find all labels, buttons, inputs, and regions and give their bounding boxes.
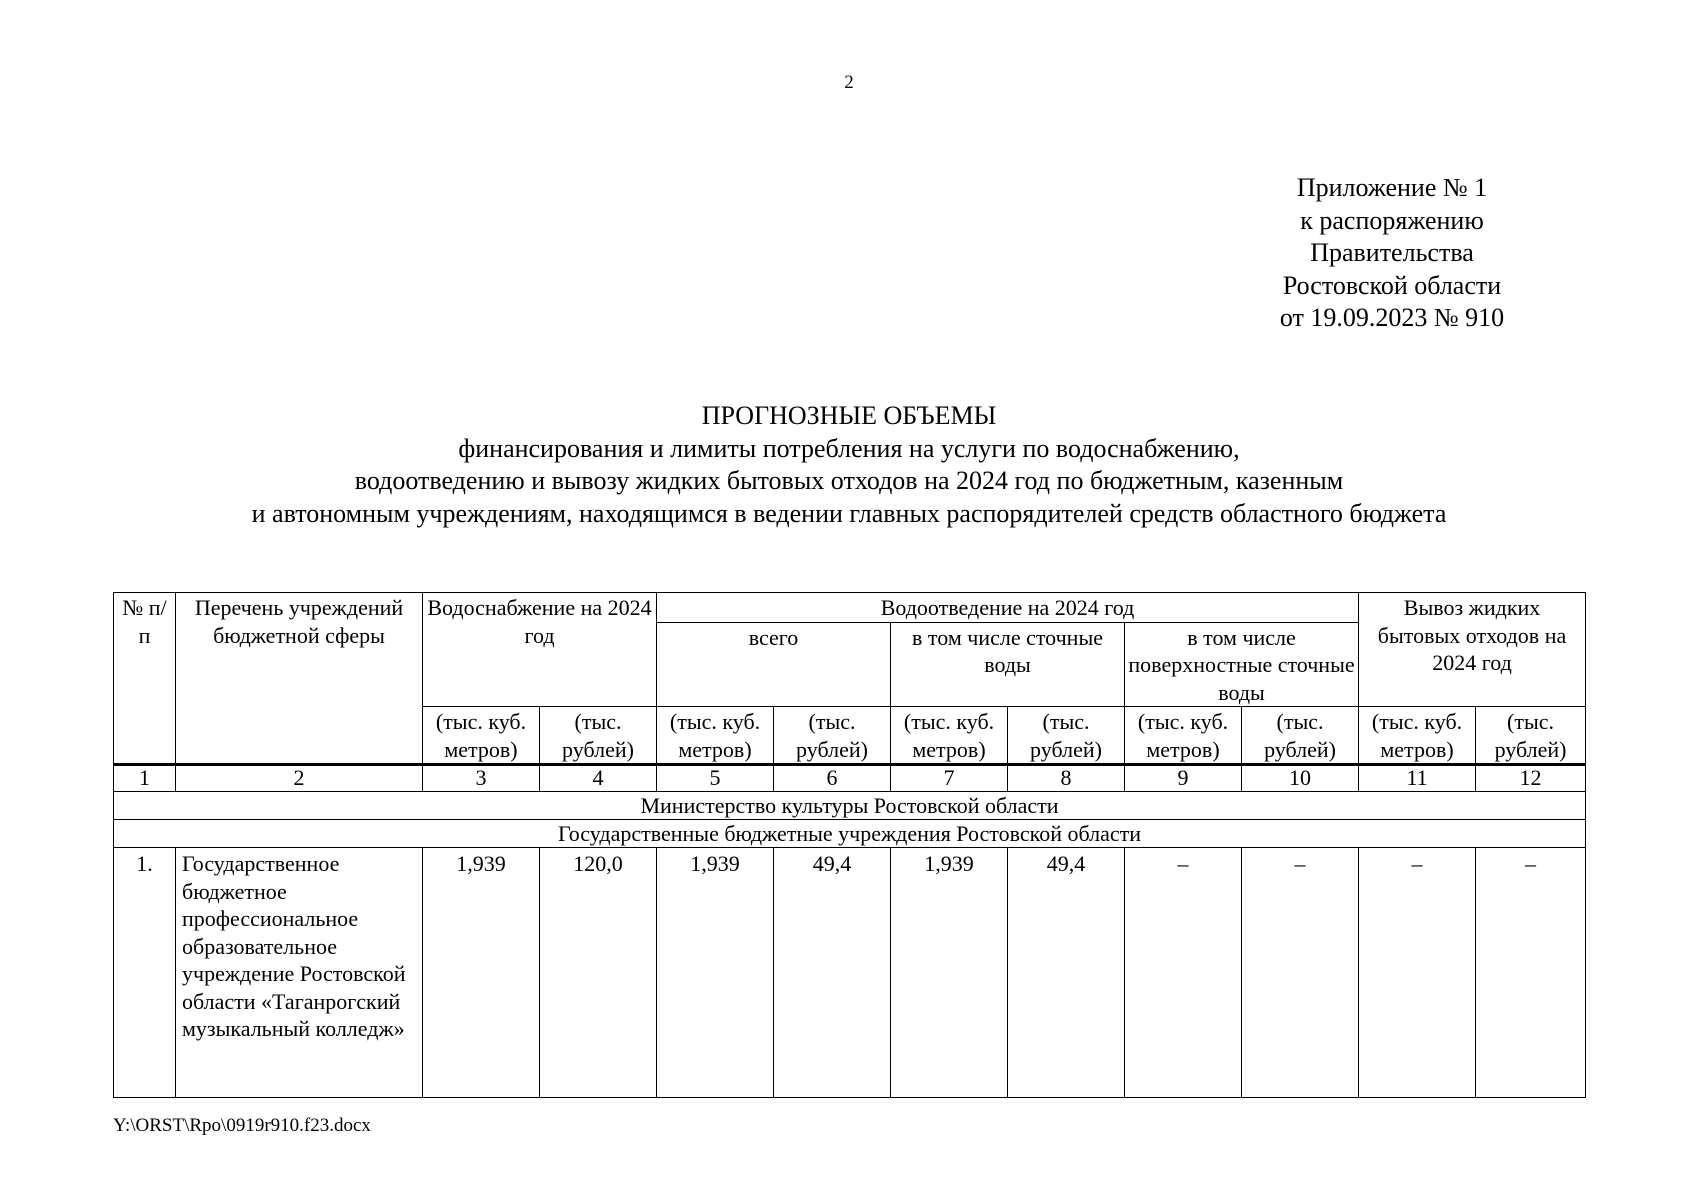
header-list: Перечень учреждений бюджетной сферы — [176, 593, 423, 765]
unit-money-col12: (тыс. рублей) — [1476, 707, 1586, 765]
unit-volume-col9: (тыс. куб. метров) — [1125, 707, 1242, 765]
page-number: 2 — [844, 72, 854, 93]
column-number: 9 — [1125, 765, 1242, 792]
title-line: финансирования и лимиты потребления на услуги по водоснабжению, — [458, 433, 1240, 463]
row-drainage-total-money: 49,4 — [774, 848, 891, 1098]
title-line: и автономным учреждениям, находящимся в ведении главных распорядителей средств областного бюджета — [251, 498, 1447, 528]
appendix-line: Правительства — [1310, 238, 1474, 267]
document-title — [0, 400, 1698, 530]
header-drainage-surface: в том числе поверхностные сточные воды — [1125, 622, 1359, 707]
column-number: 1 — [114, 765, 176, 792]
ministry-row: Министерство культуры Ростовской области — [114, 792, 1586, 820]
column-number: 12 — [1476, 765, 1586, 792]
column-number: 6 — [774, 765, 891, 792]
unit-volume-col7: (тыс. куб. метров) — [891, 707, 1008, 765]
row-surface-money: – — [1242, 848, 1359, 1098]
column-number: 11 — [1359, 765, 1476, 792]
row-waste-money: – — [1476, 848, 1586, 1098]
header-drainage: Водоотведение на 2024 год — [657, 593, 1359, 623]
header-liquid-waste: Вывоз жидких бытовых отходов на 2024 год — [1359, 593, 1586, 707]
unit-money-col10: (тыс. рублей) — [1242, 707, 1359, 765]
column-number: 3 — [423, 765, 540, 792]
header-num: № п/п — [114, 593, 176, 765]
unit-volume-col5: (тыс. куб. метров) — [657, 707, 774, 765]
header-water-supply: Водоснабжение на 2024 год — [423, 593, 657, 707]
row-water-volume: 1,939 — [423, 848, 540, 1098]
appendix-line: Ростовской области — [1282, 270, 1502, 300]
column-number: 5 — [657, 765, 774, 792]
unit-money-col6: (тыс. рублей) — [774, 707, 891, 765]
unit-volume-col3: (тыс. куб. метров) — [423, 707, 540, 765]
row-waste-volume: – — [1359, 848, 1476, 1098]
limits-table — [113, 592, 1586, 1098]
file-path-footer: Y:\ORST\Rpo\0919r910.f23.docx — [113, 1115, 371, 1136]
row-water-money: 120,0 — [540, 848, 657, 1098]
appendix-line: к распоряжению — [1300, 205, 1484, 235]
title-line: водоотведению и вывозу жидких бытовых отходов на 2024 год по бюджетным, казенным — [354, 466, 1344, 495]
column-number: 2 — [176, 765, 423, 792]
title-heading: ПРОГНОЗНЫЕ ОБЪЕМЫ — [701, 401, 997, 430]
header-drainage-total: всего — [657, 622, 891, 707]
row-num: 1. — [114, 848, 176, 1098]
row-sewage-money: 49,4 — [1008, 848, 1125, 1098]
appendix-line: Приложение № 1 — [1296, 173, 1488, 202]
table-row — [114, 848, 1586, 1098]
row-drainage-total-volume: 1,939 — [657, 848, 774, 1098]
category-row: Государственные бюджетные учреждения Ростовской области — [114, 820, 1586, 848]
header-drainage-sewage: в том числе сточные воды — [891, 622, 1125, 707]
column-number: 10 — [1242, 765, 1359, 792]
row-surface-volume: – — [1125, 848, 1242, 1098]
unit-money-col4: (тыс. рублей) — [540, 707, 657, 765]
column-number: 8 — [1008, 765, 1125, 792]
appendix-line: от 19.09.2023 № 910 — [1279, 303, 1505, 332]
row-institution-name: Государственное бюджетное профессиональное образовательное учреждение Ростовской области «Таганрогский музыкальный колледж» — [176, 848, 423, 1098]
row-sewage-volume: 1,939 — [891, 848, 1008, 1098]
column-number: 7 — [891, 765, 1008, 792]
column-number: 4 — [540, 765, 657, 792]
appendix-block — [1222, 172, 1562, 335]
unit-volume-col11: (тыс. куб. метров) — [1359, 707, 1476, 765]
unit-money-col8: (тыс. рублей) — [1008, 707, 1125, 765]
